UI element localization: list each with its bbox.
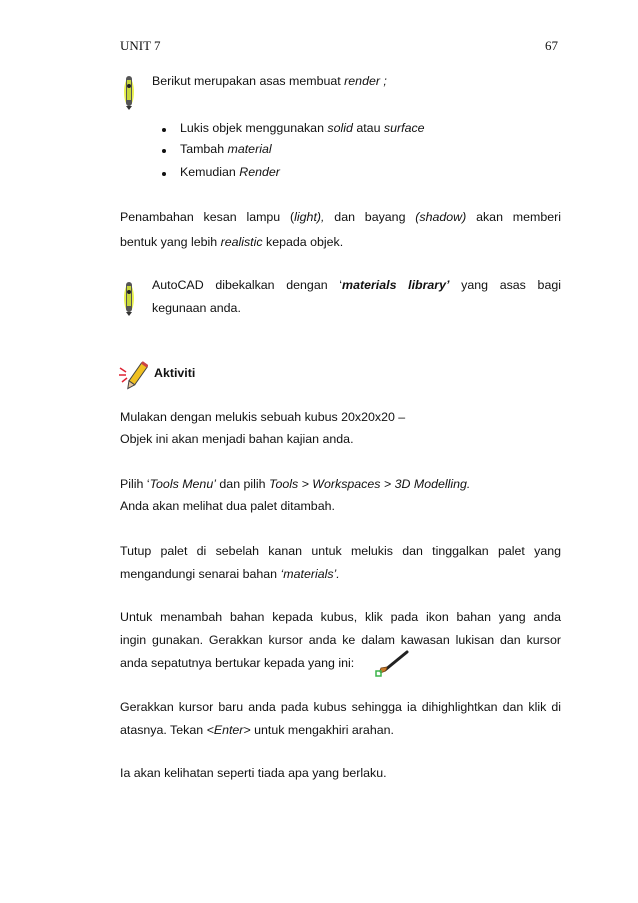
bullet-em: solid xyxy=(327,121,353,135)
para1-line2 xyxy=(120,233,343,251)
note2-line1 xyxy=(152,276,561,294)
pen-note-icon xyxy=(119,276,145,316)
para2-line2: Objek ini akan menjadi bahan kajian anda. xyxy=(120,432,354,446)
text: untuk mengakhiri arahan. xyxy=(250,723,394,737)
text: dan bayang xyxy=(324,210,416,224)
text: dan pilih xyxy=(215,477,270,491)
text-em: materials library’ xyxy=(342,278,450,292)
text: akan memberi xyxy=(466,210,561,224)
text: kepada objek. xyxy=(262,235,344,249)
bullet-text: atau xyxy=(352,121,384,135)
brush-cursor-icon xyxy=(373,650,413,680)
para4-line2 xyxy=(120,565,340,583)
bullet-dot xyxy=(162,172,166,176)
text: Pilih ‘ xyxy=(120,477,150,491)
para2-line1: Mulakan dengan melukis sebuah kubus 20x20x20 – xyxy=(120,410,406,424)
bullet-item-2 xyxy=(180,142,272,156)
text-em: light), xyxy=(294,210,325,224)
para3-line1 xyxy=(120,475,470,493)
header-unit: UNIT 7 xyxy=(120,38,161,53)
text-em: realistic xyxy=(220,235,263,249)
para6-line2 xyxy=(120,721,394,739)
text: yang asas bagi xyxy=(449,278,561,292)
text-em: <Enter> xyxy=(206,723,251,737)
note1-text: Berikut merupakan asas membuat xyxy=(152,74,345,88)
para7-line1: Ia akan kelihatan seperti tiada apa yang berlaku. xyxy=(120,766,387,780)
para5-line2: ingin gunakan. Gerakkan kursor anda ke dalam kawasan lukisan dan kursor xyxy=(120,633,561,647)
bullet-em: surface xyxy=(383,121,425,135)
bullet-dot xyxy=(162,128,166,132)
text: Penambahan kesan lampu ( xyxy=(120,210,295,224)
bullet-em: material xyxy=(227,142,272,156)
bullet-em: Render xyxy=(239,165,280,179)
note2-line2: kegunaan anda. xyxy=(152,301,241,315)
para5-line3: anda sepatutnya bertukar kepada yang ini: xyxy=(120,656,355,670)
para6-line1: Gerakkan kursor baru anda pada kubus sehingga ia dihighlightkan dan klik di xyxy=(120,700,561,714)
text-em: Tools Menu’ xyxy=(149,477,216,491)
bullet-item-3 xyxy=(180,165,280,179)
para3-line2: Anda akan melihat dua palet ditambah. xyxy=(120,499,335,513)
text-em: ‘materials’. xyxy=(280,567,340,581)
bullet-dot xyxy=(162,149,166,153)
page-number: 67 xyxy=(545,38,558,53)
para4-line1: Tutup palet di sebelah kanan untuk melukis dan tinggalkan palet yang xyxy=(120,544,561,558)
text: bentuk yang lebih xyxy=(120,235,221,249)
pen-note-icon xyxy=(119,70,145,110)
text: AutoCAD dibekalkan dengan ‘ xyxy=(152,278,343,292)
bullet-text: Tambah xyxy=(180,142,228,156)
text: mengandungi senarai bahan xyxy=(120,567,281,581)
text-em: Tools > Workspaces > 3D Modelling. xyxy=(269,477,471,491)
para1-line1 xyxy=(120,208,561,226)
bullet-text: Kemudian xyxy=(180,165,240,179)
aktiviti-title: Aktiviti xyxy=(154,366,196,380)
text: atasnya. Tekan xyxy=(120,723,207,737)
text-em: (shadow) xyxy=(415,210,467,224)
bullet-item-1 xyxy=(180,121,425,135)
bullet-text: Lukis objek menggunakan xyxy=(180,121,328,135)
activity-pencil-icon xyxy=(118,360,148,392)
note1-em: render ; xyxy=(344,74,387,88)
para5-line1: Untuk menambah bahan kepada kubus, klik pada ikon bahan yang anda xyxy=(120,610,561,624)
note1-intro xyxy=(152,72,387,90)
